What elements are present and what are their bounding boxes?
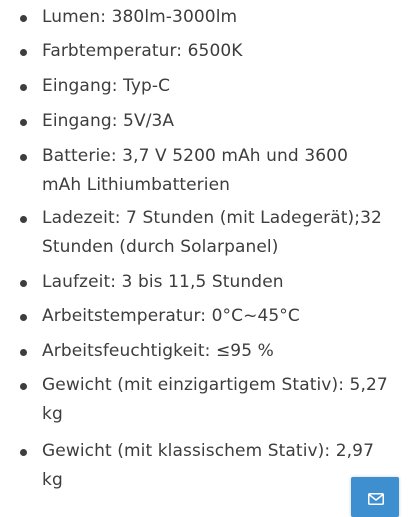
bullet-icon [20,84,27,91]
contact-button[interactable] [351,477,399,517]
bullet-icon [20,314,27,321]
spec-text: Arbeitstemperatur: 0°C~45°C [42,306,300,326]
bullet-icon [20,349,27,356]
bullet-icon [20,15,27,22]
envelope-icon [368,493,384,505]
spec-text: Lumen: 380lm-3000lm [42,7,238,27]
bullet-icon [20,383,27,390]
bullet-icon [20,216,27,223]
spec-text: Eingang: 5V/3A [42,111,175,131]
bullet-icon [20,119,27,126]
bullet-icon [20,449,27,456]
spec-text: Laufzeit: 3 bis 11,5 Stunden [42,272,284,292]
spec-text: Farbtemperatur: 6500K [42,41,243,61]
spec-text: Gewicht (mit klassischem Stativ): 2,97 kg [42,441,374,490]
spec-text: Eingang: Typ-C [42,76,171,96]
bullet-icon [20,154,27,161]
bullet-icon [20,280,27,287]
spec-text: Arbeitsfeuchtigkeit: ≤95 % [42,341,274,361]
spec-text: Gewicht (mit einzigartigem Stativ): 5,27 kg [42,375,388,424]
bullet-icon [20,49,27,56]
spec-text: Ladezeit: 7 Stunden (mit Ladegerät);32 Stunden (durch Solarpanel) [42,208,382,257]
spec-text: Batterie: 3,7 V 5200 mAh und 3600 mAh Lithiumbatterien [42,146,348,195]
